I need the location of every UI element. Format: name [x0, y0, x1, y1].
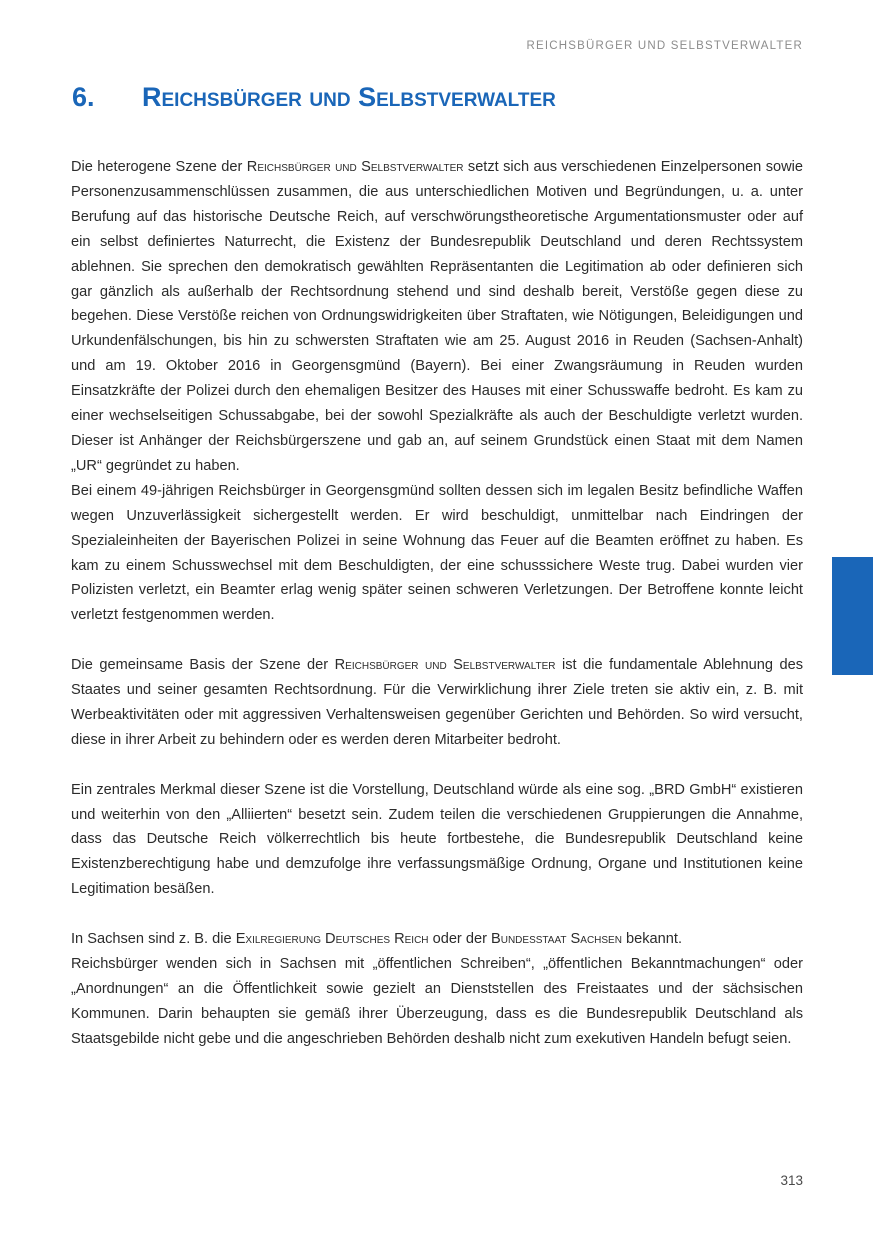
paragraph-3 [71, 653, 803, 753]
paragraph-4: Ein zentrales Merkmal dieser Szene ist die Vorstellung, Deutschland würde als eine sog. „BRD GmbH“ existieren und weiterhin von den „Alliierten“ besetzt sein. Zudem teilen die verschiedenen Gruppierungen die Annahme, dass das Deutsche Reich völkerrechtlich bis heute fortbestehe, die Bundesrepublik Deutschland keine Existenzberechtigung habe und demzufolge ihre verfassungsmäßige Ordnung, Organe und Institutionen keine Legitimation besäßen. [71, 781, 803, 898]
term-exilregierung: Exilregierung Deutsches Reich [235, 931, 429, 948]
paragraph-1-intro: Die heterogene Szene der [71, 159, 247, 175]
running-header: REICHSBÜRGER UND SELBSTVERWALTER [526, 40, 803, 52]
chapter-title: Reichsbürger und Selbstverwalter [142, 82, 556, 112]
term-reichsbuerger: Reichsbürger und Selbstverwalter [246, 159, 464, 175]
page-number: 313 [780, 1173, 803, 1188]
body-text [71, 155, 803, 1052]
paragraph-3-intro: Die gemeinsame Basis der Szene der [71, 657, 335, 674]
paragraph-6: Reichsbürger wenden sich in Sachsen mit „öffentlichen Schreiben“, „öffentlichen Bekanntmachungen“ oder „Anordnungen“ an die Öffentlichkeit sowie gezielt an Dienststellen des Freistaates und der sächsischen Kommunen. Darin behaupten sie gemäß ihrer Überzeugung, dass es die Bundesrepublik Deutschland als Staatsgebilde nicht gebe und die angeschrieben Behörden deshalb nicht zum exekutiven Handeln befugt seien. [71, 955, 803, 1047]
paragraph-1 [71, 155, 803, 479]
term-bundesstaat: Bundesstaat Sachsen [491, 931, 622, 948]
paragraph-1-text: setzt sich aus verschiedenen Einzelpersonen sowie Personenzusammenschlüssen zusammen, die aus unterschiedlichen Motiven und Begründungen, u. a. unter Berufung auf das historische Deutsche Reich, auf verschwörungstheoretische Argumentationsmuster oder auf ein selbst definiertes Naturrecht, die Existenz der Bundesrepublik Deutschland und deren Rechtssystem ablehnen. Sie sprechen den demokratisch gewählten Repräsentanten die Legitimation ab oder definieren sich gar gänzlich als außerhalb der Rechtsordnung stehend und sind deshalb bereit, Verstöße gegen diese zu begehen. Diese Verstöße reichen von Ordnungswidrigkeiten über Straftaten, wie Nötigungen, Beleidigungen und Urkundenfälschungen, bis hin zu schwersten Straftaten wie am 25. August 2016 in Reuden (Sachsen-Anhalt) und am 19. Oktober 2016 in Georgensgmünd (Bayern). Bei einer Zwangsräumung in Reuden wurden Einsatzkräfte der Polizei durch den ehemaligen Besitzer des Hauses mit einer Schusswaffe bedroht. Es kam zu einer wechselseitigen Schussabgabe, bei der sowohl Spezialkräfte als auch der Beschuldigte verletzt wurden. Dieser ist Anhänger der Reichsbürgerszene und gab an, auf seinem Grundstück einen Staat mit dem Namen „UR“ gegründet zu haben. [71, 159, 804, 474]
term-reichsbuerger: Reichsbürger und Selbstverwalter [334, 657, 556, 674]
paragraph-2: Bei einem 49-jährigen Reichsbürger in Georgensgmünd sollten dessen sich im legalen Besitz befindliche Waffen wegen Unzuverlässigkeit sichergestellt werden. Er wird beschuldigt, unmittelbar nach Eindringen der Spezialeinheiten der Bayerischen Polizei in seine Wohnung das Feuer auf die Beamten eröffnet zu haben. Es kam zu einem Schusswechsel mit dem Beschuldigten, der eine schusssichere Weste trug. Dabei wurden vier Polizisten verletzt, ein Beamter erlag wenig später seinen schweren Verletzungen. Der Betroffene konnte leicht verletzt festgenommen werden. [71, 482, 803, 624]
chapter-heading [72, 82, 803, 113]
chapter-side-tab [832, 557, 873, 675]
paragraph-5-intro: In Sachsen sind z. B. die [71, 931, 236, 948]
chapter-number: 6. [72, 82, 95, 112]
paragraph-5 [71, 927, 803, 952]
paragraph-5-end: bekannt. [621, 931, 682, 948]
paragraph-5-mid: oder der [428, 931, 491, 948]
paragraph-3-text: ist die fundamentale Ablehnung des Staates und seiner gesamten Rechtsordnung. Für die Verwirklichung ihrer Ziele treten sie aktiv ein, z. B. mit Werbeaktivitäten oder mit aggressiven Verhaltensweisen gegenüber Gerichten und Behörden. So wird versucht, diese in ihrer Arbeit zu behindern oder es werden deren Mitarbeiter bedroht. [71, 657, 804, 748]
